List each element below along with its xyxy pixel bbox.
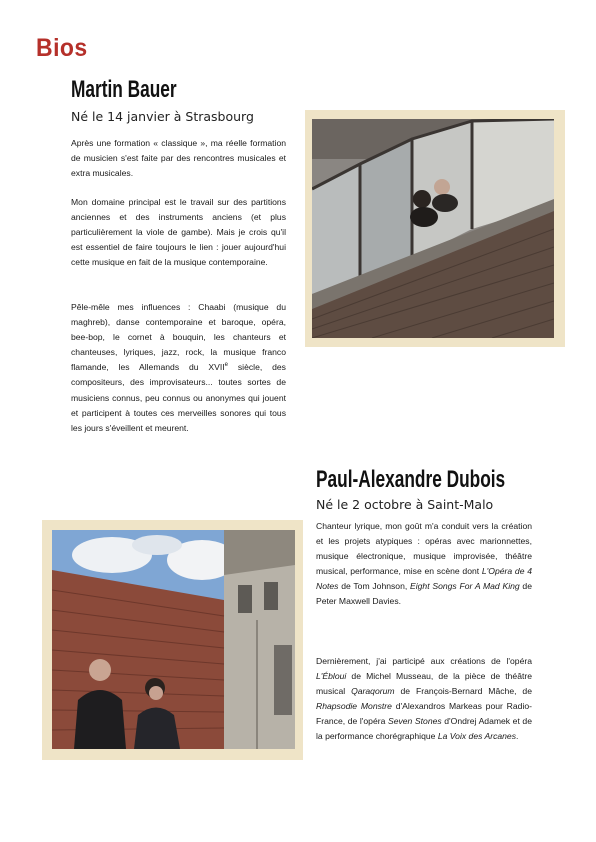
bio-1-paragraph-3: Pêle-mêle mes influences : Chaabi (musique du maghreb), danse contemporaine et baroque, opéra, bee-bop, le cornet à bouquin, les chanteurs et chanteuses, lyriques, jazz, rock, la musique franco flamande, les Allemands du XVIIe siècle, des compositeurs, des improvisateurs... toutes sortes de musiciens connus, peu connus ou anonymes qui jouent et participent à toutes ces merveilles sonores qui tous les jours s'éveillent et meurent. [71, 302, 286, 433]
photo-paul-alexandre-dubois [52, 530, 295, 749]
bio-1-paragraph-1: Après une formation « classique », ma réelle formation de musicien s'est faite par des rencontres musicales et extra musicales. [71, 138, 286, 179]
bio-2-paragraph-1: Chanteur lyrique, mon goût m'a conduit vers la création et les projets atypiques : opéras avec marionnettes, musique électronique, musique improvisée, théâtre musical, performance, mise en scène dont L'Opéra de 4 Notes de Tom Johnson, Eight Songs For A Mad King de Peter Maxwell Davies. [316, 521, 532, 607]
bio-2-birth: Né le 2 octobre à Saint-Malo [316, 497, 494, 512]
bio-1-birth: Né le 14 janvier à Strasbourg [71, 109, 254, 124]
bio-2-name: Paul-Alexandre Dubois [316, 466, 506, 493]
section-title: Bios [36, 34, 88, 62]
bio-2-paragraph-2: Dernièrement, j'ai participé aux créations de l'opéra L'Ébloui de Michel Musseau, de la pièce de théâtre musical Qaraqorum de François-Bernard Mâche, de Rhapsodie Monstre d'Alexandros Markeas pour Radio-France, de l'opéra Seven Stones d'Ondrej Adamek et de la performance chorégraphique La Voix des Arcanes. [316, 656, 532, 742]
bio-1-paragraph-2: Mon domaine principal est le travail sur des partitions anciennes et des instruments anciens (et plus particulièrement la viole de gambe). Mais je crois qu'il est essentiel de faire toujours le lien : jouer aujourd'hui cette musique en fait de la musique contemporaine. [71, 197, 286, 268]
photo-martin-bauer [312, 119, 554, 338]
bio-1-name: Martin Bauer [71, 76, 177, 103]
